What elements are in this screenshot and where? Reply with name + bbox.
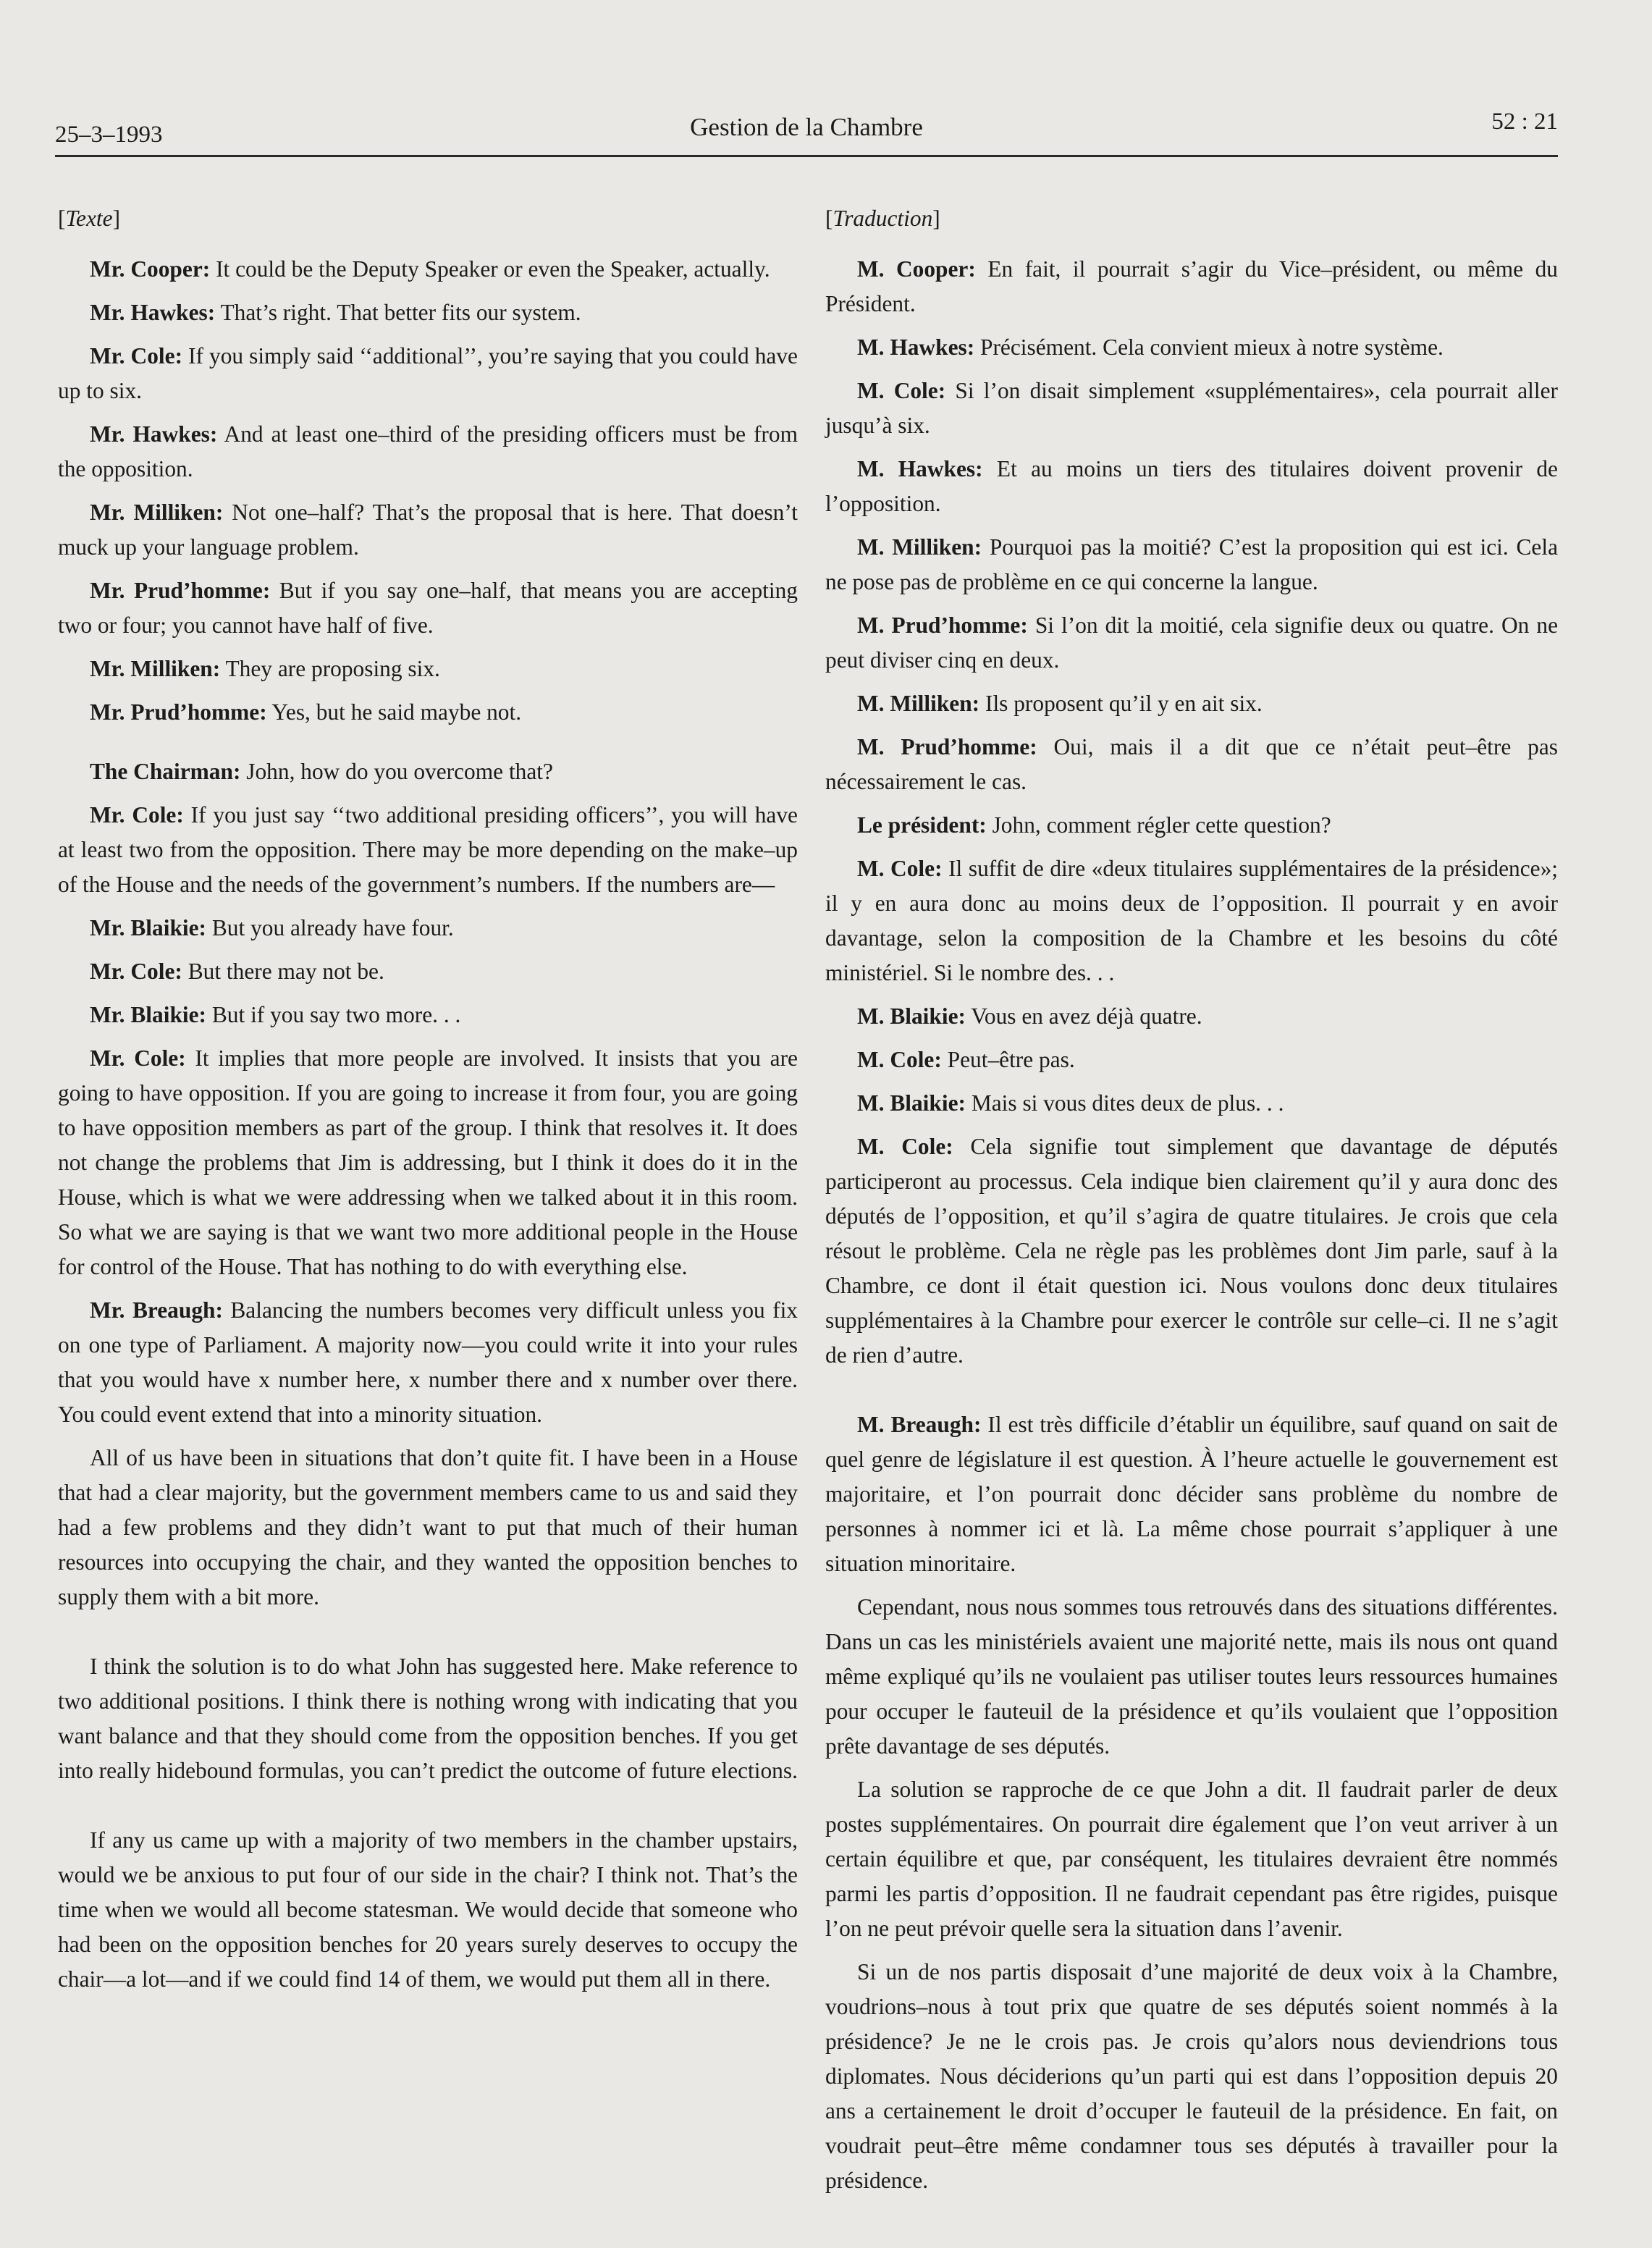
speaker-name: Mr. Hawkes: [90, 421, 218, 447]
paragraph [825, 1407, 1558, 1581]
paragraph-text: If you simply said ‘‘additional’’, you’re saying that you could have up to six. [58, 343, 798, 403]
paragraph [58, 754, 798, 789]
speaker-name: M. Blaikie: [857, 1003, 966, 1029]
paragraph-text: I think the solution is to do what John has suggested here. Make reference to two additional positions. I think there is nothing wrong with indicating that you want balance and that they should come from the opposition benches. If you get into really hidebound formulas, you can’t predict the outcome of future elections. [58, 1654, 798, 1783]
speaker-name: Mr. Prud’homme: [90, 699, 267, 725]
paragraph-text: Peut–être pas. [941, 1047, 1075, 1072]
paragraph [825, 686, 1558, 721]
paragraph-text: If you just say ‘‘two additional presiding officers’’, you will have at least two from the opposition. There may be more depending on the make–up of the House and the needs of the government’s numbers. If the numbers are— [58, 802, 798, 897]
paragraph [825, 851, 1558, 990]
paragraph-text: Yes, but he said maybe not. [266, 699, 522, 725]
speaker-name: M. Hawkes: [857, 334, 975, 360]
paragraph-text: John, comment régler cette question? [986, 812, 1331, 838]
paragraph [58, 1649, 798, 1788]
paragraph-text: All of us have been in situations that don’t quite fit. I have been in a House that had a clear majority, but the government members came to us and said they had a few problems and they didn’t want to put that much of their human resources into occupying the chair, and they wanted the opposition benches to supply them with a bit more. [58, 1445, 798, 1609]
paragraph-text: But if you say one–half, that means you are accepting two or four; you cannot have half of five. [58, 578, 798, 638]
paragraph [58, 652, 798, 686]
column-tag-traduction: [Traduction] [825, 206, 940, 231]
paragraph [58, 417, 798, 487]
paragraph-text: They are proposing six. [220, 656, 440, 681]
paragraph-text: But you already have four. [206, 915, 454, 940]
paragraph-text: But there may not be. [182, 959, 384, 984]
english-column [58, 201, 798, 2005]
paragraph-text: And at least one–third of the presiding officers must be from the opposition. [58, 421, 798, 481]
speaker-name: M. Cooper: [857, 256, 976, 282]
header-page-number: 52 : 21 [1491, 109, 1558, 135]
paragraph-text: It implies that more people are involved. It insists that you are going to have opposition. If you are going to increase it from four, you are going to have opposition members as part of the group. I think that resolves it. It does not change the problems that Jim is addressing, but I think it does do it in the House, which is what we were addressing when we talked about it in this room. So what we are saying is that we want two more additional people in the House for control of the House. That has nothing to do with everything else. [58, 1045, 798, 1279]
speaker-name: Mr. Cole: [90, 959, 182, 984]
paragraph [825, 374, 1558, 443]
paragraph [825, 999, 1558, 1034]
paragraph [58, 1823, 798, 1997]
paragraph-text: Si un de nos partis disposait d’une majorité de deux voix à la Chambre, voudrions–nous à tout prix que quatre de ses députés soient nommés à la présidence? Je ne le crois pas. Je crois qu’alors nous deviendrions tous diplomates. Nous déciderions qu’un parti qui est dans l’opposition depuis 20 ans a certainement le droit d’occuper le fauteuil de la présidence. En fait, on voudrait peut–être même condamner tous ses députés à travailler pour la présidence. [825, 1959, 1558, 2193]
speaker-name: Mr. Cole: [90, 802, 184, 828]
paragraph [825, 1590, 1558, 1764]
paragraph [825, 730, 1558, 799]
paragraph [825, 330, 1558, 365]
paragraph [825, 252, 1558, 321]
paragraph [58, 1441, 798, 1615]
speaker-name: Mr. Hawkes: [90, 300, 216, 325]
paragraph-text: It could be the Deputy Speaker or even the Speaker, actually. [210, 256, 770, 282]
paragraph [825, 452, 1558, 521]
paragraph [825, 1043, 1558, 1077]
paragraph [825, 1772, 1558, 1946]
running-header [55, 109, 1558, 157]
paragraph [58, 798, 798, 902]
paragraph [58, 295, 798, 330]
paragraph-text: La solution se rapproche de ce que John a dit. Il faudrait parler de deux postes supplémentaires. On pourrait dire également que l’on veut arriver à un certain équilibre et que, par conséquent, les titulaires devraient être nommés parmi les partis d’opposition. Il ne faudrait cependant pas être rigides, puisque l’on ne peut prévoir quelle sera la situation dans l’avenir. [825, 1777, 1558, 1941]
paragraph [58, 252, 798, 287]
paragraph-text: That’s right. That better fits our system. [215, 300, 581, 325]
speaker-name: Mr. Cole: [90, 1045, 186, 1071]
paragraph [58, 695, 798, 730]
speaker-name: Mr. Breaugh: [90, 1297, 223, 1323]
paragraph-text: But if you say two more. . . [206, 1002, 461, 1027]
speaker-name: Le président: [857, 812, 987, 838]
paragraph-text: Not one–half? That’s the proposal that is here. That doesn’t muck up your language problem. [58, 500, 798, 560]
paragraph [825, 608, 1558, 678]
paragraph [58, 911, 798, 946]
speaker-name: The Chairman: [90, 759, 241, 784]
french-column [825, 201, 1558, 2207]
speaker-name: M. Cole: [857, 378, 946, 403]
speaker-name: M. Cole: [857, 1134, 953, 1159]
paragraph-text: Vous en avez déjà quatre. [965, 1003, 1202, 1029]
speaker-name: M. Hawkes: [857, 456, 983, 481]
speaker-name: Mr. Blaikie: [90, 915, 207, 940]
paragraph [58, 495, 798, 565]
speaker-name: Mr. Blaikie: [90, 1002, 207, 1027]
paragraph-text: Si l’on dit la moitié, cela signifie deux ou quatre. On ne peut diviser cinq en deux. [825, 612, 1558, 673]
paragraph [58, 954, 798, 989]
paragraph-text: John, how do you overcome that? [240, 759, 553, 784]
speaker-name: M. Blaikie: [857, 1090, 966, 1116]
speaker-name: Mr. Milliken: [90, 500, 224, 525]
speaker-name: M. Prud’homme: [857, 612, 1028, 638]
paragraph [58, 573, 798, 643]
speaker-name: Mr. Cole: [90, 343, 183, 369]
paragraph-text: Cela signifie tout simplement que davantage de députés participeront au processus. Cela indique bien clairement qu’il y aura donc des députés de l’opposition, et qu’il s’agira de quatre titulaires. Je crois que cela résout le problème. Cela ne règle pas les problèmes dont Jim parle, sauf à la Chambre, ce dont il était question ici. Nous voulons donc deux titulaires supplémentaires à la Chambre pour exercer le contrôle sur celle–ci. Il ne s’agit de rien d’autre. [825, 1134, 1559, 1368]
speaker-name: M. Milliken: [857, 691, 980, 716]
column-tag-label: Texte [65, 206, 113, 231]
paragraph-text: En fait, il pourrait s’agir du Vice–président, ou même du Président. [825, 256, 1558, 316]
paragraph-text: Balancing the numbers becomes very difficult unless you fix on one type of Parliament. A majority now—you could write it into your rules that you would have x number here, x number there and x number over there. You could event extend that into a minority situation. [58, 1297, 798, 1427]
paragraph-text: Mais si vous dites deux de plus. . . [965, 1090, 1284, 1116]
paragraph [58, 1293, 798, 1432]
paragraph-text: Oui, mais il a dit que ce n’était peut–être pas nécessairement le cas. [825, 734, 1558, 794]
paragraph-text: Précisément. Cela convient mieux à notre système. [974, 334, 1444, 360]
speaker-name: M. Cole: [857, 1047, 942, 1072]
paragraph [825, 1086, 1558, 1121]
column-tag-label: Traduction [833, 206, 933, 231]
paragraph [825, 1129, 1558, 1373]
speaker-name: M. Breaugh: [857, 1412, 982, 1437]
speaker-name: Mr. Cooper: [90, 256, 211, 282]
speaker-name: M. Prud’homme: [857, 734, 1037, 759]
paragraph-text: Et au moins un tiers des titulaires doivent provenir de l’opposition. [825, 456, 1558, 516]
paragraph-text: Pourquoi pas la moitié? C’est la proposition qui est ici. Cela ne pose pas de problème en ce qui concerne la langue. [825, 534, 1558, 594]
speaker-name: M. Cole: [857, 856, 943, 881]
paragraph [825, 530, 1558, 599]
header-date: 25–3–1993 [55, 122, 163, 148]
paragraph [58, 339, 798, 408]
paragraph [825, 1955, 1558, 2198]
paragraph [825, 808, 1558, 843]
speaker-name: M. Milliken: [857, 534, 982, 560]
header-title: Gestion de la Chambre [690, 113, 923, 141]
paragraph-text: Il suffit de dire «deux titulaires supplémentaires de la présidence»; il y en aura donc au moins deux de l’opposition. Il pourrait y en avoir davantage, selon la composition de la Chambre et les besoins du côté ministériel. Si le nombre des. . . [825, 856, 1558, 985]
paragraph [58, 1041, 798, 1284]
paragraph [58, 998, 798, 1032]
paragraph-text: Il est très difficile d’établir un équilibre, sauf quand on sait de quel genre de législature il est question. À l’heure actuelle le gouvernement est majoritaire, et l’on pourrait donc décider sans problème du nombre de personnes à nommer ici et là. La même chose pourrait s’appliquer à une situation minoritaire. [825, 1412, 1558, 1576]
paragraph-text: If any us came up with a majority of two members in the chamber upstairs, would we be anxious to put four of our side in the chair? I think not. That’s the time when we would all become statesman. We would decide that someone who had been on the opposition benches for 20 years surely deserves to occupy the chair—a lot—and if we could find 14 of them, we would put them all in there. [58, 1827, 798, 1992]
speaker-name: Mr. Prud’homme: [90, 578, 271, 603]
paragraph-text: Ils proposent qu’il y en ait six. [979, 691, 1263, 716]
paragraph-text: Cependant, nous nous sommes tous retrouvés dans des situations différentes. Dans un cas les ministériels avaient une majorité nette, mais ils nous ont quand même expliqué qu’ils ne voulaient pas utiliser toutes leurs ressources humaines pour occuper le fauteuil de la présidence et qu’ils voulaient que l’opposition prête davantage de ses députés. [825, 1594, 1558, 1759]
paragraph-text: Si l’on disait simplement «supplémentaires», cela pourrait aller jusqu’à six. [825, 378, 1558, 438]
speaker-name: Mr. Milliken: [90, 656, 221, 681]
column-tag-texte: [Texte] [58, 206, 121, 231]
